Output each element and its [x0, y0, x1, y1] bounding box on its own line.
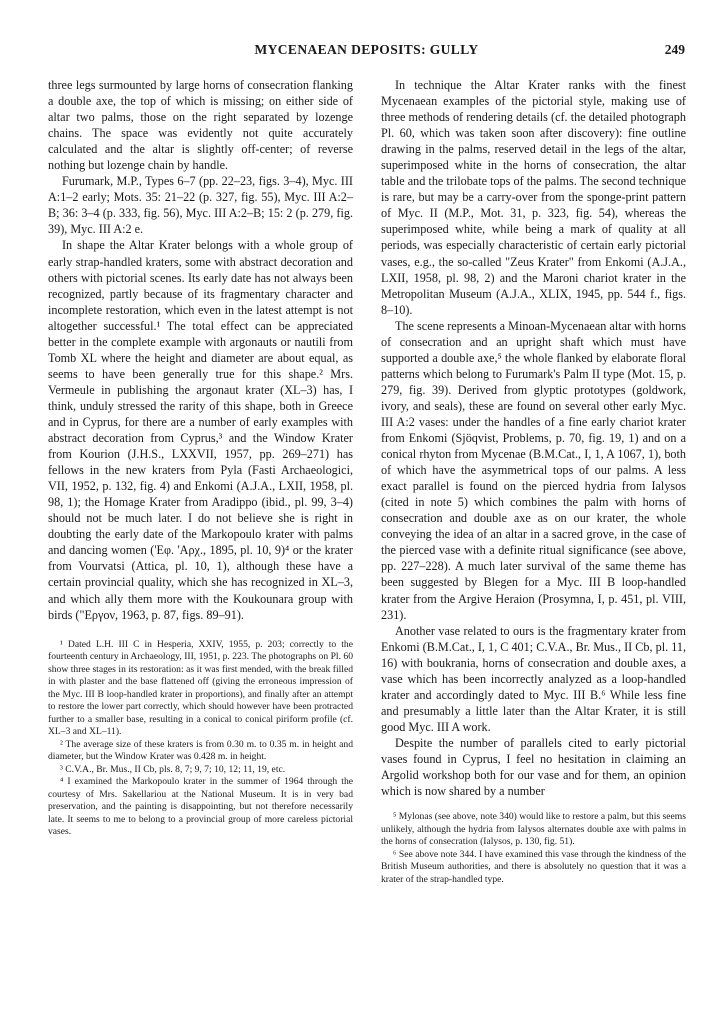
paragraph: Despite the number of parallels cited to early pictorial vases found in Cyprus, I feel no hesitation in claiming an Argolid workshop both for our vase and for them, an opinion which is now shared by a number — [381, 735, 686, 799]
footnote: ⁵ Mylonas (see above, note 340) would like to restore a palm, but this seems unlikely, although the hydria from Ialysos alternates double axe with palms in the horns of consecration (Ialysos, p. 130, fig. 51). — [381, 811, 686, 848]
paragraph: In technique the Altar Krater ranks with the finest Mycenaean examples of the pictorial style, making use of three methods of rendering details (cf. the detailed photograph Pl. 60, which was taken soon after discovery): fine outline drawing in the palms, reserved detail in the legs of the altar, superimposed white in the horns of consecration, the altar table and the trilobate tops of the palms. The second technique is rare, but may be a carry-over from the sponge-print pattern of Myc. II (M.P., Mot. 31, p. 323, fig. 54), whereas the superimposed white, while being a mark of quality at all periods, was especially characteristic of certain early pictorial vases, e.g., the so-called "Zeus Krater" from Enkomi (A.J.A., LXII, 1958, pl. 98, 2) and the Maroni chariot krater in the Metropolitan Museum (A.J.A., XLIX, 1945, pp. 544 f., figs. 8–10). — [381, 78, 686, 317]
paragraph: Another vase related to ours is the fragmentary krater from Enkomi (B.M.Cat., I, 1, C 401; C.V.A., Br. Mus., II Cb, pl. 11, 16) with boukrania, horns of consecration and double axes, a vase which has been incorrectly analyzed as a loop-handled krater and accordingly dated to Myc. III B.⁶ While less fine and presumably a little later than the Altar Krater, it is still good Myc. III A work. — [381, 623, 686, 734]
page-number: 249 — [664, 42, 685, 57]
left-column — [48, 77, 353, 839]
right-column — [381, 77, 686, 886]
running-title: MYCENAEAN DEPOSITS: GULLY — [254, 42, 479, 57]
footnote: ⁶ See above note 344. I have examined this vase through the kindness of the British Museum authorities, and there is absolutely no question that it was a krater of the strap-handled type. — [381, 848, 686, 885]
left-footnotes — [48, 639, 353, 839]
footnote: ¹ Dated L.H. III C in Hesperia, XXIV, 1955, p. 203; correctly to the fourteenth century in Archaeology, III, 1951, p. 223. The photographs on Pl. 60 show three stages in its restoration: as it was first mended, with the break filled in with plaster and the base flattened off (giving the erroneous impression of the Myc. III B loop-handled krater in proportions), and finally after an attempt to restore the lower part correctly, which should however have been protracted further to a smaller base, resulting in a conical to conical piriform profile (cf. XL–3 and XL–11). — [48, 638, 353, 738]
footnote: ⁴ I examined the Markopoulo krater in the summer of 1964 through the courtesy of Mrs. Sakellariou at the National Museum. It is in very bad preservation, and the painting is disappointing, but not therefore necessarily late. It seems to me to belong to a provincial group of more careless pictorial vases. — [48, 776, 353, 838]
left-body-text — [48, 77, 353, 623]
footnote: ³ C.V.A., Br. Mus., II Cb, pls. 8, 7; 9, 7; 10, 12; 11, 19, etc. — [60, 763, 286, 775]
footnote: ² The average size of these kraters is from 0.30 m. to 0.35 m. in height and diameter, but the Window Krater was 0.428 m. in height. — [48, 738, 353, 763]
right-footnotes — [381, 811, 686, 886]
page-header — [48, 42, 685, 62]
paragraph: The scene represents a Minoan-Mycenaean altar with horns of consecration and an upright shaft which must have supported a double axe,⁵ the whole flanked by elaborate floral patterns which belong to Furumark's Palm II type (Mot. 15, p. 279, fig. 39). Derived from glyptic prototypes (goldwork, ivory, and seals), these are found on several other early Myc. III A:2 vases: under the handles of a fine early chariot krater from Enkomi (Sjöqvist, Problems, p. 70, fig. 19, 1) and on a conical rhyton from Mycenae (B.M.Cat., I, 1, A 1067, 1), both of which have the asymmetrical tops of our palms. A less exact parallel is found on the pierced hydria from Ialysos (cited in note 5) which combines the palm with horns of consecration and double axe as on our krater, the whole conveying the idea of an altar in a sacred grove, in the case of the pierced vase with a definite ritual significance (see above, pp. 227–228). A much later survival of the same theme has been suggested by Blegen for a Myc. III B loop-handled krater from the Argive Heraion (Prosymna, I, p. 451, pl. VIII, 231). — [381, 318, 686, 622]
paragraph: In shape the Altar Krater belongs with a whole group of early strap-handled kraters, some with abstract decoration and others with pictorial scenes. Its early date has not always been recognized, partly because of its fragmentary character and incomplete restoration, which even in the latest attempt is not altogether successful.¹ The total effect can be appreciated better in the complete example with argonauts or nautili from Tomb XL where the height and diameter are about equal, as seems to have been generally true for this shape.² Mrs. Vermeule in publishing the argonaut krater (XL–3) has, I think, unduly stressed the rarity of this shape, both in Greece and in Cyprus, for there are a number of early examples with abstract decoration from Cyprus,³ and the Window Krater from Kourion (J.H.S., LXXVII, 1957, pp. 269–271) has fellows in the new kraters from Pyla (Fasti Archaeologici, VII, 1952, p. 132, fig. 4) and Enkomi (A.J.A., LXII, 1958, pl. 98, 1); the Homage Krater from Aradippo (ibid., pl. 99, 3–4) should not be much later. I do not believe she is right in doubting the early date of the Markopoulo krater with palms and dancing women ('Εφ. 'Αρχ., 1895, pl. 10, 9)⁴ or the krater from Vourvatsi (Attica, pl. 10, 1), although these have a certain provincial quality, which she has recognized in XL–3, and which ally them more with the Koukounara group with birds ("Εργον, 1963, p. 87, figs. 89–91). — [48, 238, 353, 622]
paragraph: Furumark, M.P., Types 6–7 (pp. 22–23, figs. 3–4), Myc. III A:1–2 early; Mots. 35: 21–22 (p. 327, fig. 55), Myc. III A:2–B; 36: 3–4 (p. 333, fig. 56), Myc. III A:2–B; 15: 2 (p. 279, fig. 39), Myc. III A:2 e. — [48, 174, 353, 237]
paragraph: three legs surmounted by large horns of consecration flanking a double axe, the top of which is missing; on either side of altar two palms, those on the right separated by lozenge chains. The space was evidently not quite accurately calculated and the altar is slightly off-center; of reverse nothing but lozenge chain by handle. — [48, 78, 353, 173]
right-body-text — [381, 77, 686, 799]
